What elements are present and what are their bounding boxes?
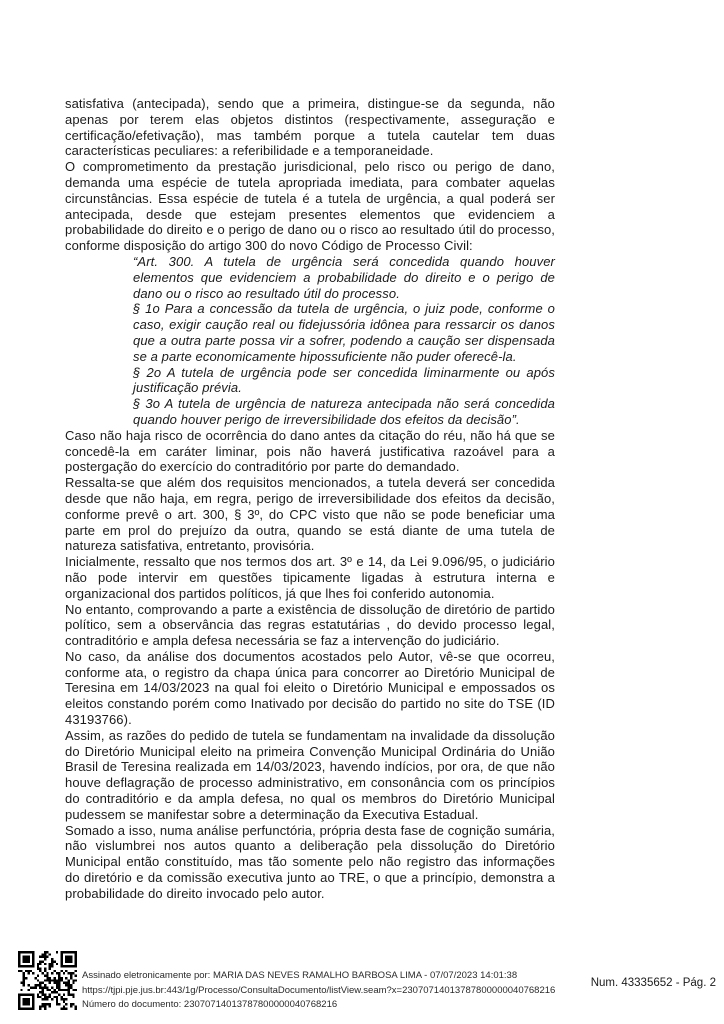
document-number: Número do documento: 23070714013787800000040768216 xyxy=(82,999,338,1011)
quote-paragraph: § 3o A tutela de urgência de natureza antecipada não será concedida quando houver perigo de irreversibilidade dos efeitos da decisão”. xyxy=(133,396,555,427)
quote-paragraph: “Art. 300. A tutela de urgência será concedida quando houver elementos que evidenciem a probabilidade do direito e o perigo de dano ou o risco ao resultado útil do processo. xyxy=(133,253,555,301)
body-paragraph: No caso, da análise dos documentos acostados pelo Autor, vê-se que ocorreu, conforme ata, o registro da chapa única para concorrer ao Diretório Municipal de Teresina em 14/03/2023 na qual foi eleito o Diretório Municipal e empossados os eleitos constando porém como Inativado por decisão do partido no site do TSE (ID 43193766). xyxy=(65,648,555,728)
signature-line: Assinado eletronicamente por: MARIA DAS NEVES RAMALHO BARBOSA LIMA - 07/07/2023 14:01:38 xyxy=(82,970,518,981)
verification-url: https://tjpi.pje.jus.br:443/1g/Processo/ConsultaDocumento/listView.seam?x=23070714013787800000040768216 xyxy=(82,984,556,996)
legal-quote-block xyxy=(133,254,555,428)
body-paragraph: Caso não haja risco de ocorrência do dano antes da citação do réu, não há que se concedê-la em caráter liminar, pois não haverá justificativa razoável para a postergação do exercício do contraditório por parte do demandado. xyxy=(65,427,555,475)
signature-footer xyxy=(82,969,555,1013)
body-paragraph: O comprometimento da prestação jurisdicional, pelo risco ou perigo de dano, demanda uma espécie de tutela apropriada imediata, para combater aquelas circunstâncias. Essa espécie de tutela é a tutela de urgência, a qual poderá ser antecipada, desde que estejam presentes elementos que evidenciem a probabilidade do direito e o perigo de dano ou o risco ao resultado útil do processo, conforme disposição do artigo 300 do novo Código de Processo Civil: xyxy=(65,159,555,254)
body-paragraph: Somado a isso, numa análise perfunctória, própria desta fase de cognição sumária, não vislumbrei nos autos quanto a deliberação pela dissolução do Diretório Municipal então constituído, mas tão somente pelo não registro das informações do diretório e da comissão executiva junto ao TRE, o que a princípio, demonstra a probabilidade do direito invocado pelo autor. xyxy=(65,822,555,901)
body-paragraph: satisfativa (antecipada), sendo que a primeira, distingue-se da segunda, não apenas por terem elas objetos distintos (respectivamente, asseguração e certificação/efetivação), mas também porque a tutela cautelar tem duas características peculiares: a referibilidade e a temporaneidade. xyxy=(65,96,555,159)
body-paragraph: No entanto, comprovando a parte a existência de dissolução de diretório de partido político, sem a observância das regras estatutárias , do devido processo legal, contraditório e ampla defesa necessária se faz a intervenção do judiciário. xyxy=(65,601,555,649)
body-paragraph: Assim, as razões do pedido de tutela se fundamentam na invalidade da dissolução do Diretório Municipal eleito na primeira Convenção Municipal Ordinária do União Brasil de Teresina realizada em 14/03/2023, havendo indícios, por ora, de que não houve deflagração de processo administrativo, em consonância com os princípios do contraditório e da ampla defesa, no qual os membros do Diretório Municipal pudessem se manifestar sobre a determinação da Executiva Estadual. xyxy=(65,727,555,822)
quote-paragraph: § 1o Para a concessão da tutela de urgência, o juiz pode, conforme o caso, exigir caução real ou fidejussória idônea para ressarcir os danos que a outra parte possa vir a sofrer, podendo a caução ser dispensada se a parte economicamente hipossuficiente não puder oferecê-la. xyxy=(133,301,555,364)
qr-code-icon xyxy=(18,951,77,1010)
body-paragraph: Ressalta-se que além dos requisitos mencionados, a tutela deverá ser concedida desde que não haja, em regra, perigo de irreversibilidade dos efeitos da decisão, conforme prevê o art. 300, § 3º, do CPC visto que não se pode beneficiar uma parte em prol do prejuízo da outra, quando se está diante de uma tutela de natureza satisfativa, entretanto, provisória. xyxy=(65,475,555,554)
body-paragraph: Inicialmente, ressalto que nos termos dos art. 3º e 14, da Lei 9.096/95, o judiciário não pode intervir em questões tipicamente ligadas à estrutura interna e organizacional dos partidos políticos, já que lhes foi conferido autonomia. xyxy=(65,554,555,601)
page-number-badge: Num. 43335652 - Pág. 2 xyxy=(590,977,716,989)
quote-paragraph: § 2o A tutela de urgência pode ser concedida liminarmente ou após justificação prévia. xyxy=(133,364,555,396)
document-body xyxy=(65,96,555,902)
